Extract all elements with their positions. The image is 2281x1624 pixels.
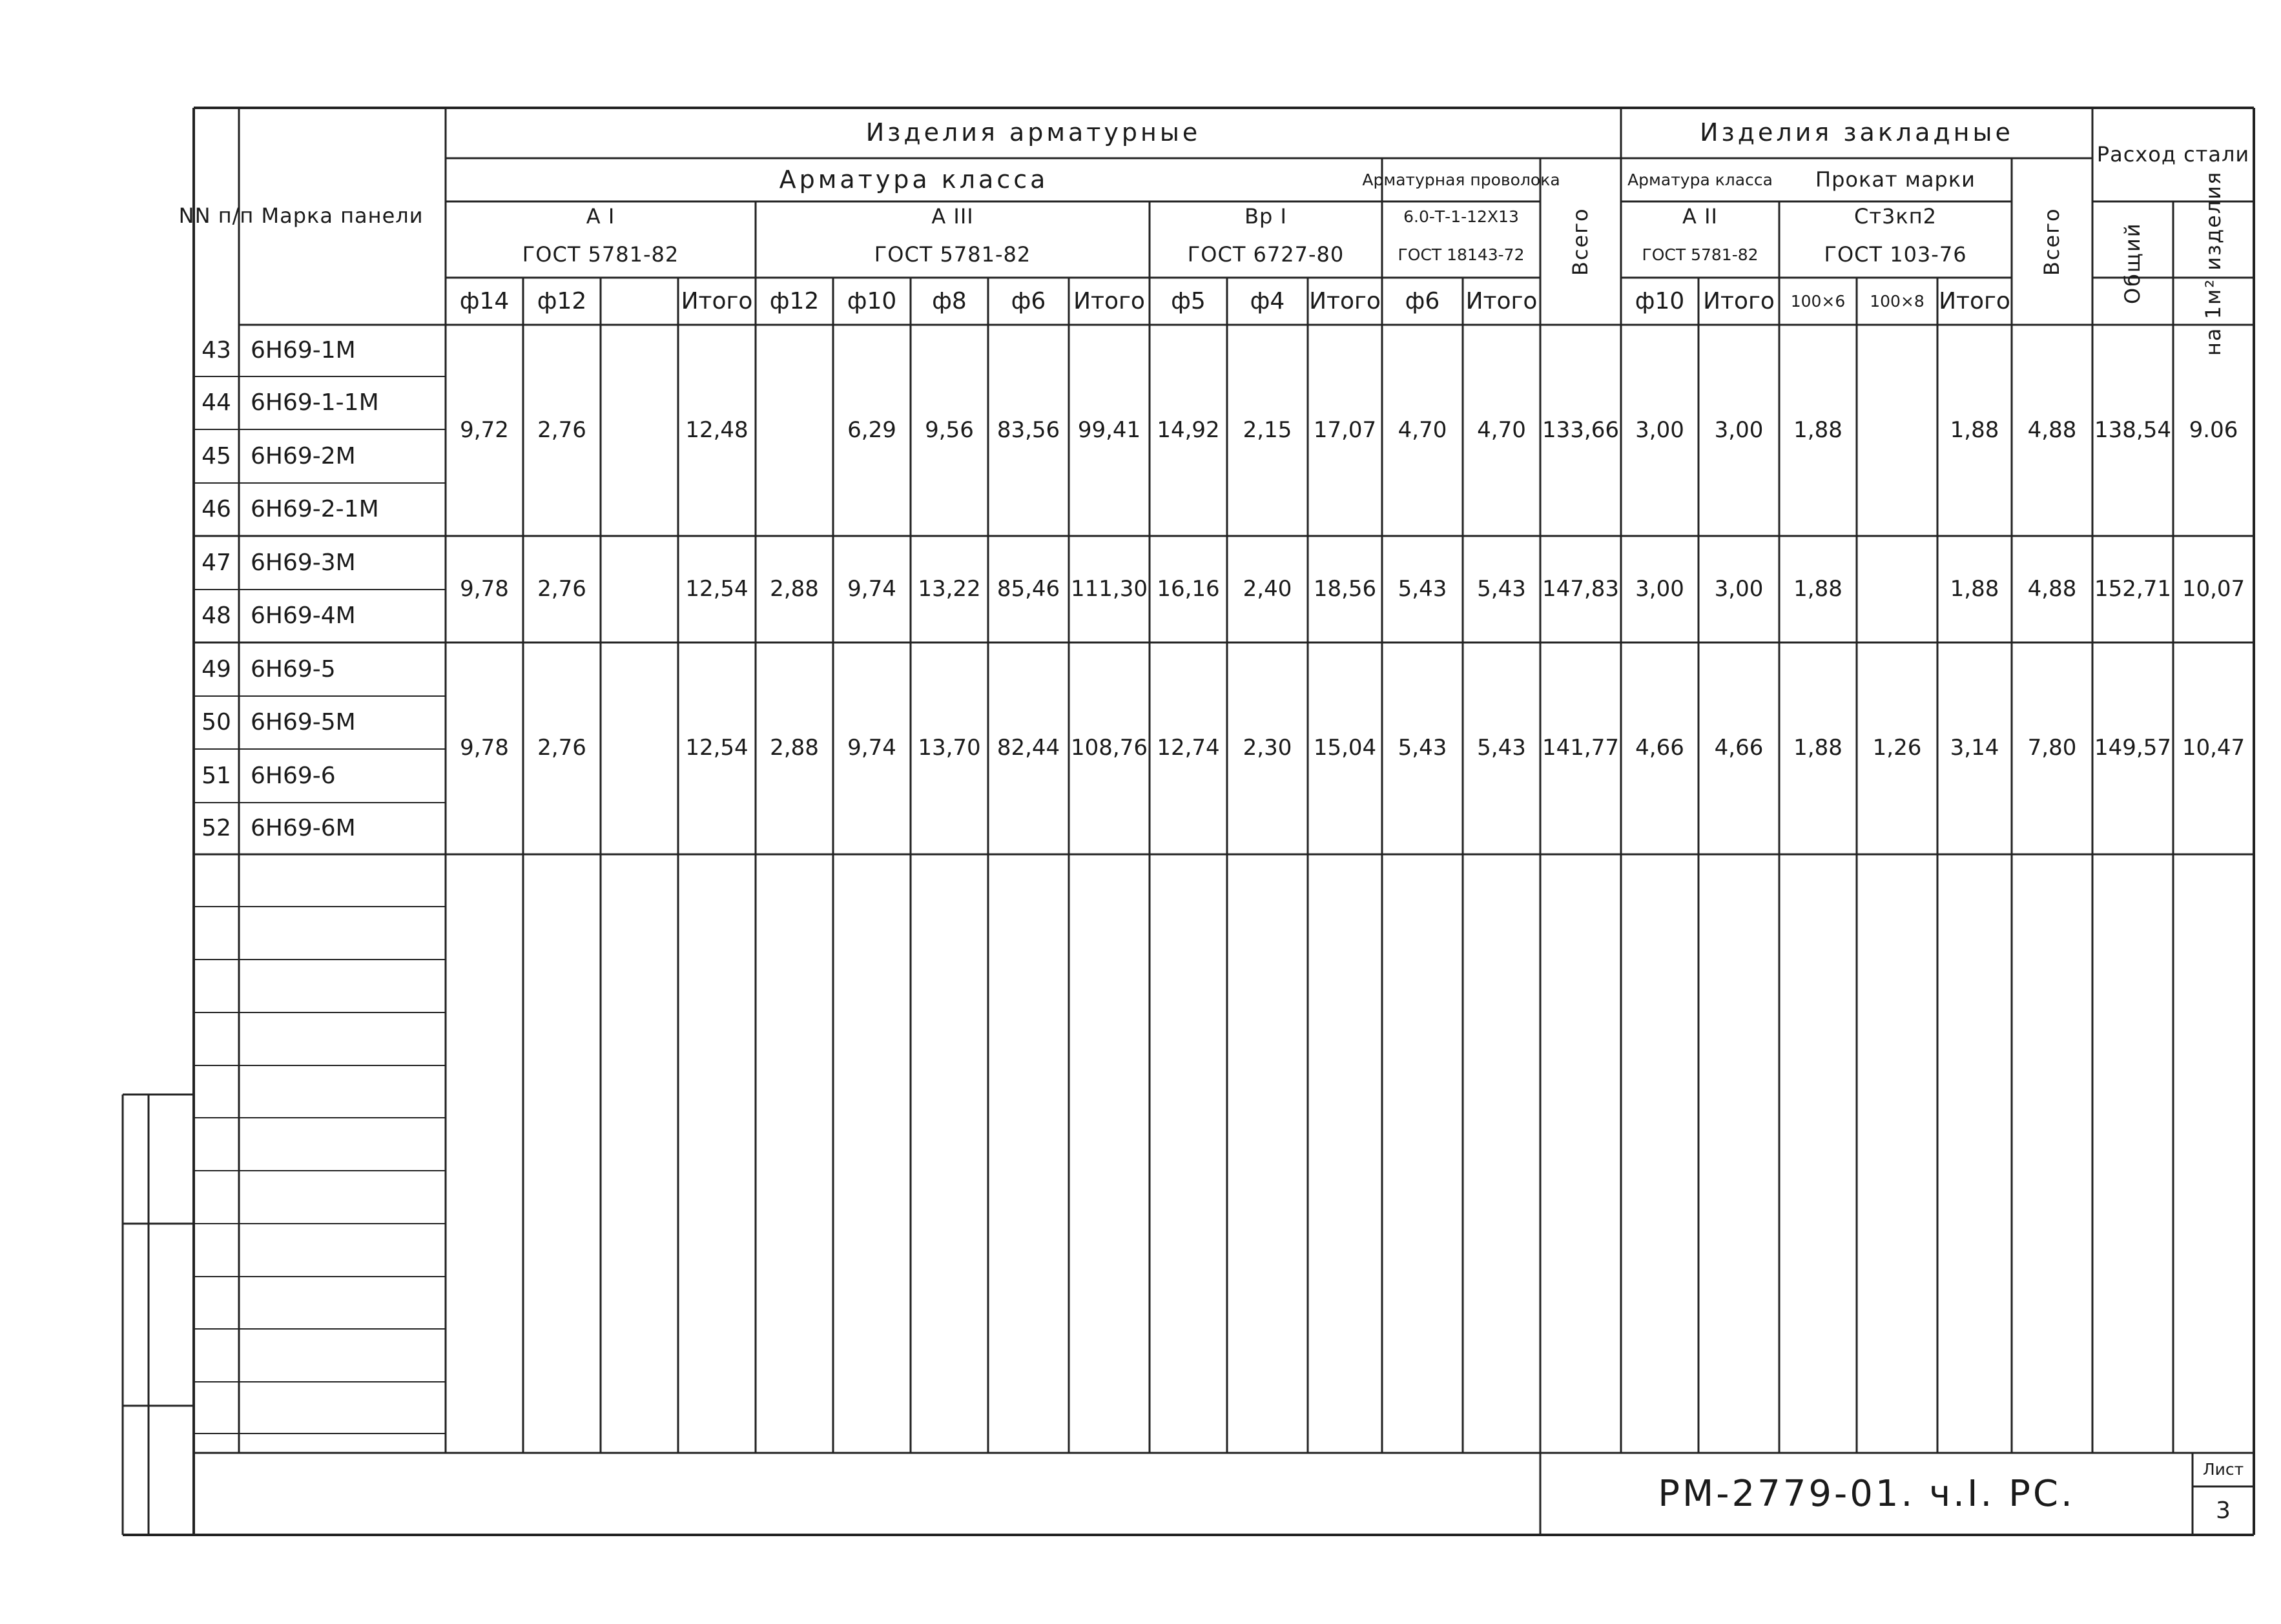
armature-products-header: Изделия арматурные [865, 118, 1201, 147]
table-cell: 13,22 [918, 575, 981, 602]
a2-class: А II [1682, 204, 1718, 229]
column-header: ф8 [932, 287, 967, 314]
a3-class: А III [931, 204, 974, 229]
column-header: ф10 [1635, 287, 1685, 314]
table-cell: 9.06 [2189, 416, 2238, 443]
rolled-gost: ГОСТ 103-76 [1824, 242, 1967, 267]
table-cell: 5,43 [1398, 735, 1447, 761]
embedded-class-header: Арматура класса [1627, 170, 1773, 189]
table-cell: 108,76 [1071, 735, 1148, 761]
table-cell: 99,41 [1077, 416, 1141, 443]
table-cell: 2,88 [770, 735, 819, 761]
panel-brand: 6Н69-1-1М [251, 389, 379, 416]
rolled-header: Прокат марки [1815, 167, 1976, 192]
column-header: Итого [1939, 287, 2010, 314]
table-cell: 10,07 [2182, 575, 2245, 602]
panel-brand: 6Н69-4М [251, 602, 356, 630]
table-cell: 1,88 [1950, 575, 1999, 602]
table-cell: 9,78 [460, 735, 509, 761]
table-cell: 2,88 [770, 575, 819, 602]
table-cell [601, 642, 678, 854]
table-cell: 9,74 [847, 575, 896, 602]
row-number: 51 [201, 762, 231, 789]
total-armature-header: Всего [1567, 207, 1593, 276]
column-header: ф6 [1405, 287, 1440, 314]
column-header: Итого [1703, 287, 1775, 314]
table-cell: 133,66 [1542, 416, 1619, 443]
table-cell: 2,76 [537, 735, 586, 761]
panel-brand: 6Н69-6 [251, 762, 336, 789]
wire-header: Арматурная проволока [1362, 170, 1560, 189]
column-header: ф12 [537, 287, 587, 314]
table-cell: 3,14 [1950, 735, 1999, 761]
sheet-label: Лист [2202, 1460, 2244, 1479]
table-cell: 5,43 [1477, 735, 1526, 761]
table-cell: 5,43 [1477, 575, 1526, 602]
total-embedded-header: Всего [2039, 207, 2064, 276]
panel-brand: 6Н69-2М [251, 442, 356, 469]
table-cell: 83,56 [996, 416, 1060, 443]
table-cell: 15,04 [1313, 735, 1377, 761]
table-cell: 2,15 [1243, 416, 1292, 443]
table-cell: 18,56 [1313, 575, 1377, 602]
table-cell: 1,88 [1793, 735, 1842, 761]
table-cell: 12,54 [685, 735, 748, 761]
row-number: 46 [201, 496, 231, 523]
panel-brand: 6Н69-3М [251, 549, 356, 576]
column-header: ф6 [1011, 287, 1046, 314]
column-header: 100×8 [1870, 291, 1925, 311]
column-header [601, 278, 678, 325]
row-number: 50 [201, 709, 231, 736]
document-code: РМ-2779-01. ч.I. РС. [1658, 1472, 2075, 1515]
table-cell: 9,74 [847, 735, 896, 761]
column-header: ф14 [459, 287, 510, 314]
bp1-gost: ГОСТ 6727-80 [1187, 242, 1345, 267]
table-cell: 9,72 [460, 416, 509, 443]
table-cell: 3,00 [1714, 416, 1764, 443]
table-cell: 2,76 [537, 575, 586, 602]
table-cell: 141,77 [1542, 735, 1619, 761]
a3-gost: ГОСТ 5781-82 [874, 242, 1031, 267]
row-number: 47 [201, 549, 231, 576]
table-cell: 3,00 [1635, 416, 1684, 443]
table-cell: 149,57 [2094, 735, 2171, 761]
table-cell: 147,83 [1542, 575, 1619, 602]
table-cell: 138,54 [2094, 416, 2171, 443]
table-cell: 9,78 [460, 575, 509, 602]
a1-gost: ГОСТ 5781-82 [522, 242, 679, 267]
table-cell: 12,74 [1157, 735, 1220, 761]
row-number: 43 [201, 337, 231, 364]
table-cell: 16,16 [1157, 575, 1220, 602]
bp1-class: Вр I [1244, 204, 1287, 229]
table-cell: 12,48 [685, 416, 748, 443]
table-cell: 13,70 [918, 735, 981, 761]
table-cell: 4,70 [1477, 416, 1526, 443]
table-cell: 82,44 [996, 735, 1060, 761]
table-cell: 12,54 [685, 575, 748, 602]
table-cell: 3,00 [1714, 575, 1764, 602]
table-cell: 9,56 [925, 416, 974, 443]
table-cell: 14,92 [1157, 416, 1220, 443]
column-header: ф4 [1250, 287, 1285, 314]
table-cell: 2,76 [537, 416, 586, 443]
panel-brand: 6Н69-1М [251, 337, 356, 364]
table-cell: 7,80 [2027, 735, 2077, 761]
table-cell: 17,07 [1313, 416, 1377, 443]
nn-header: NN п/п [178, 203, 254, 229]
row-number: 45 [201, 442, 231, 469]
armature-class-header: Арматура класса [779, 165, 1049, 194]
panel-brand-header: Марка панели [261, 203, 424, 229]
column-header: ф10 [847, 287, 897, 314]
table-cell [601, 325, 678, 536]
embedded-products-header: Изделия закладные [1700, 118, 2014, 147]
row-number: 44 [201, 389, 231, 416]
panel-brand: 6Н69-2-1М [251, 496, 379, 523]
column-header: ф5 [1171, 287, 1206, 314]
table-cell [1857, 325, 1937, 536]
table-cell: 5,43 [1398, 575, 1447, 602]
table-cell: 4,88 [2027, 575, 2077, 602]
table-cell: 1,88 [1793, 416, 1842, 443]
table-cell: 2,30 [1243, 735, 1292, 761]
steel-use-header: Расход стали [2096, 141, 2250, 167]
table-cell: 10,47 [2182, 735, 2245, 761]
table-cell: 111,30 [1071, 575, 1148, 602]
column-header: Итого [1465, 287, 1538, 314]
table-cell: 85,46 [996, 575, 1060, 602]
column-header: 100×6 [1790, 291, 1846, 311]
row-number: 52 [201, 815, 231, 842]
row-number: 48 [201, 602, 231, 630]
table-cell: 4,66 [1714, 735, 1764, 761]
table-cell [601, 536, 678, 642]
column-header: Итого [1309, 287, 1381, 314]
table-cell: 152,71 [2094, 575, 2171, 602]
table-cell: 4,66 [1635, 735, 1684, 761]
table-cell: 1,26 [1872, 735, 1922, 761]
table-cell [1857, 536, 1937, 642]
column-header: Итого [1073, 287, 1145, 314]
column-header: ф12 [769, 287, 820, 314]
table-cell [756, 325, 833, 536]
wire-gost: ГОСТ 18143-72 [1398, 245, 1525, 265]
panel-brand: 6Н69-5М [251, 709, 356, 736]
table-cell: 3,00 [1635, 575, 1684, 602]
rolled-grade: Ст3кп2 [1854, 204, 1937, 229]
table-cell: 4,70 [1398, 416, 1447, 443]
sheet-number: 3 [2216, 1497, 2231, 1524]
table-cell: 6,29 [847, 416, 896, 443]
row-number: 49 [201, 655, 231, 683]
a1-class: А I [586, 204, 615, 229]
panel-brand: 6Н69-6М [251, 815, 356, 842]
table-cell: 2,40 [1243, 575, 1292, 602]
table-cell: 4,88 [2027, 416, 2077, 443]
column-header: Итого [681, 287, 753, 314]
table-cell: 1,88 [1950, 416, 1999, 443]
table-cell: 1,88 [1793, 575, 1842, 602]
a2-gost: ГОСТ 5781-82 [1642, 245, 1759, 265]
steel-per-m2-header: на 1м² изделия [2200, 170, 2225, 356]
steel-total-header: Общий [2120, 222, 2145, 304]
panel-brand: 6Н69-5 [251, 655, 336, 683]
wire-spec: 6.0-Т-1-12Х13 [1403, 207, 1519, 227]
